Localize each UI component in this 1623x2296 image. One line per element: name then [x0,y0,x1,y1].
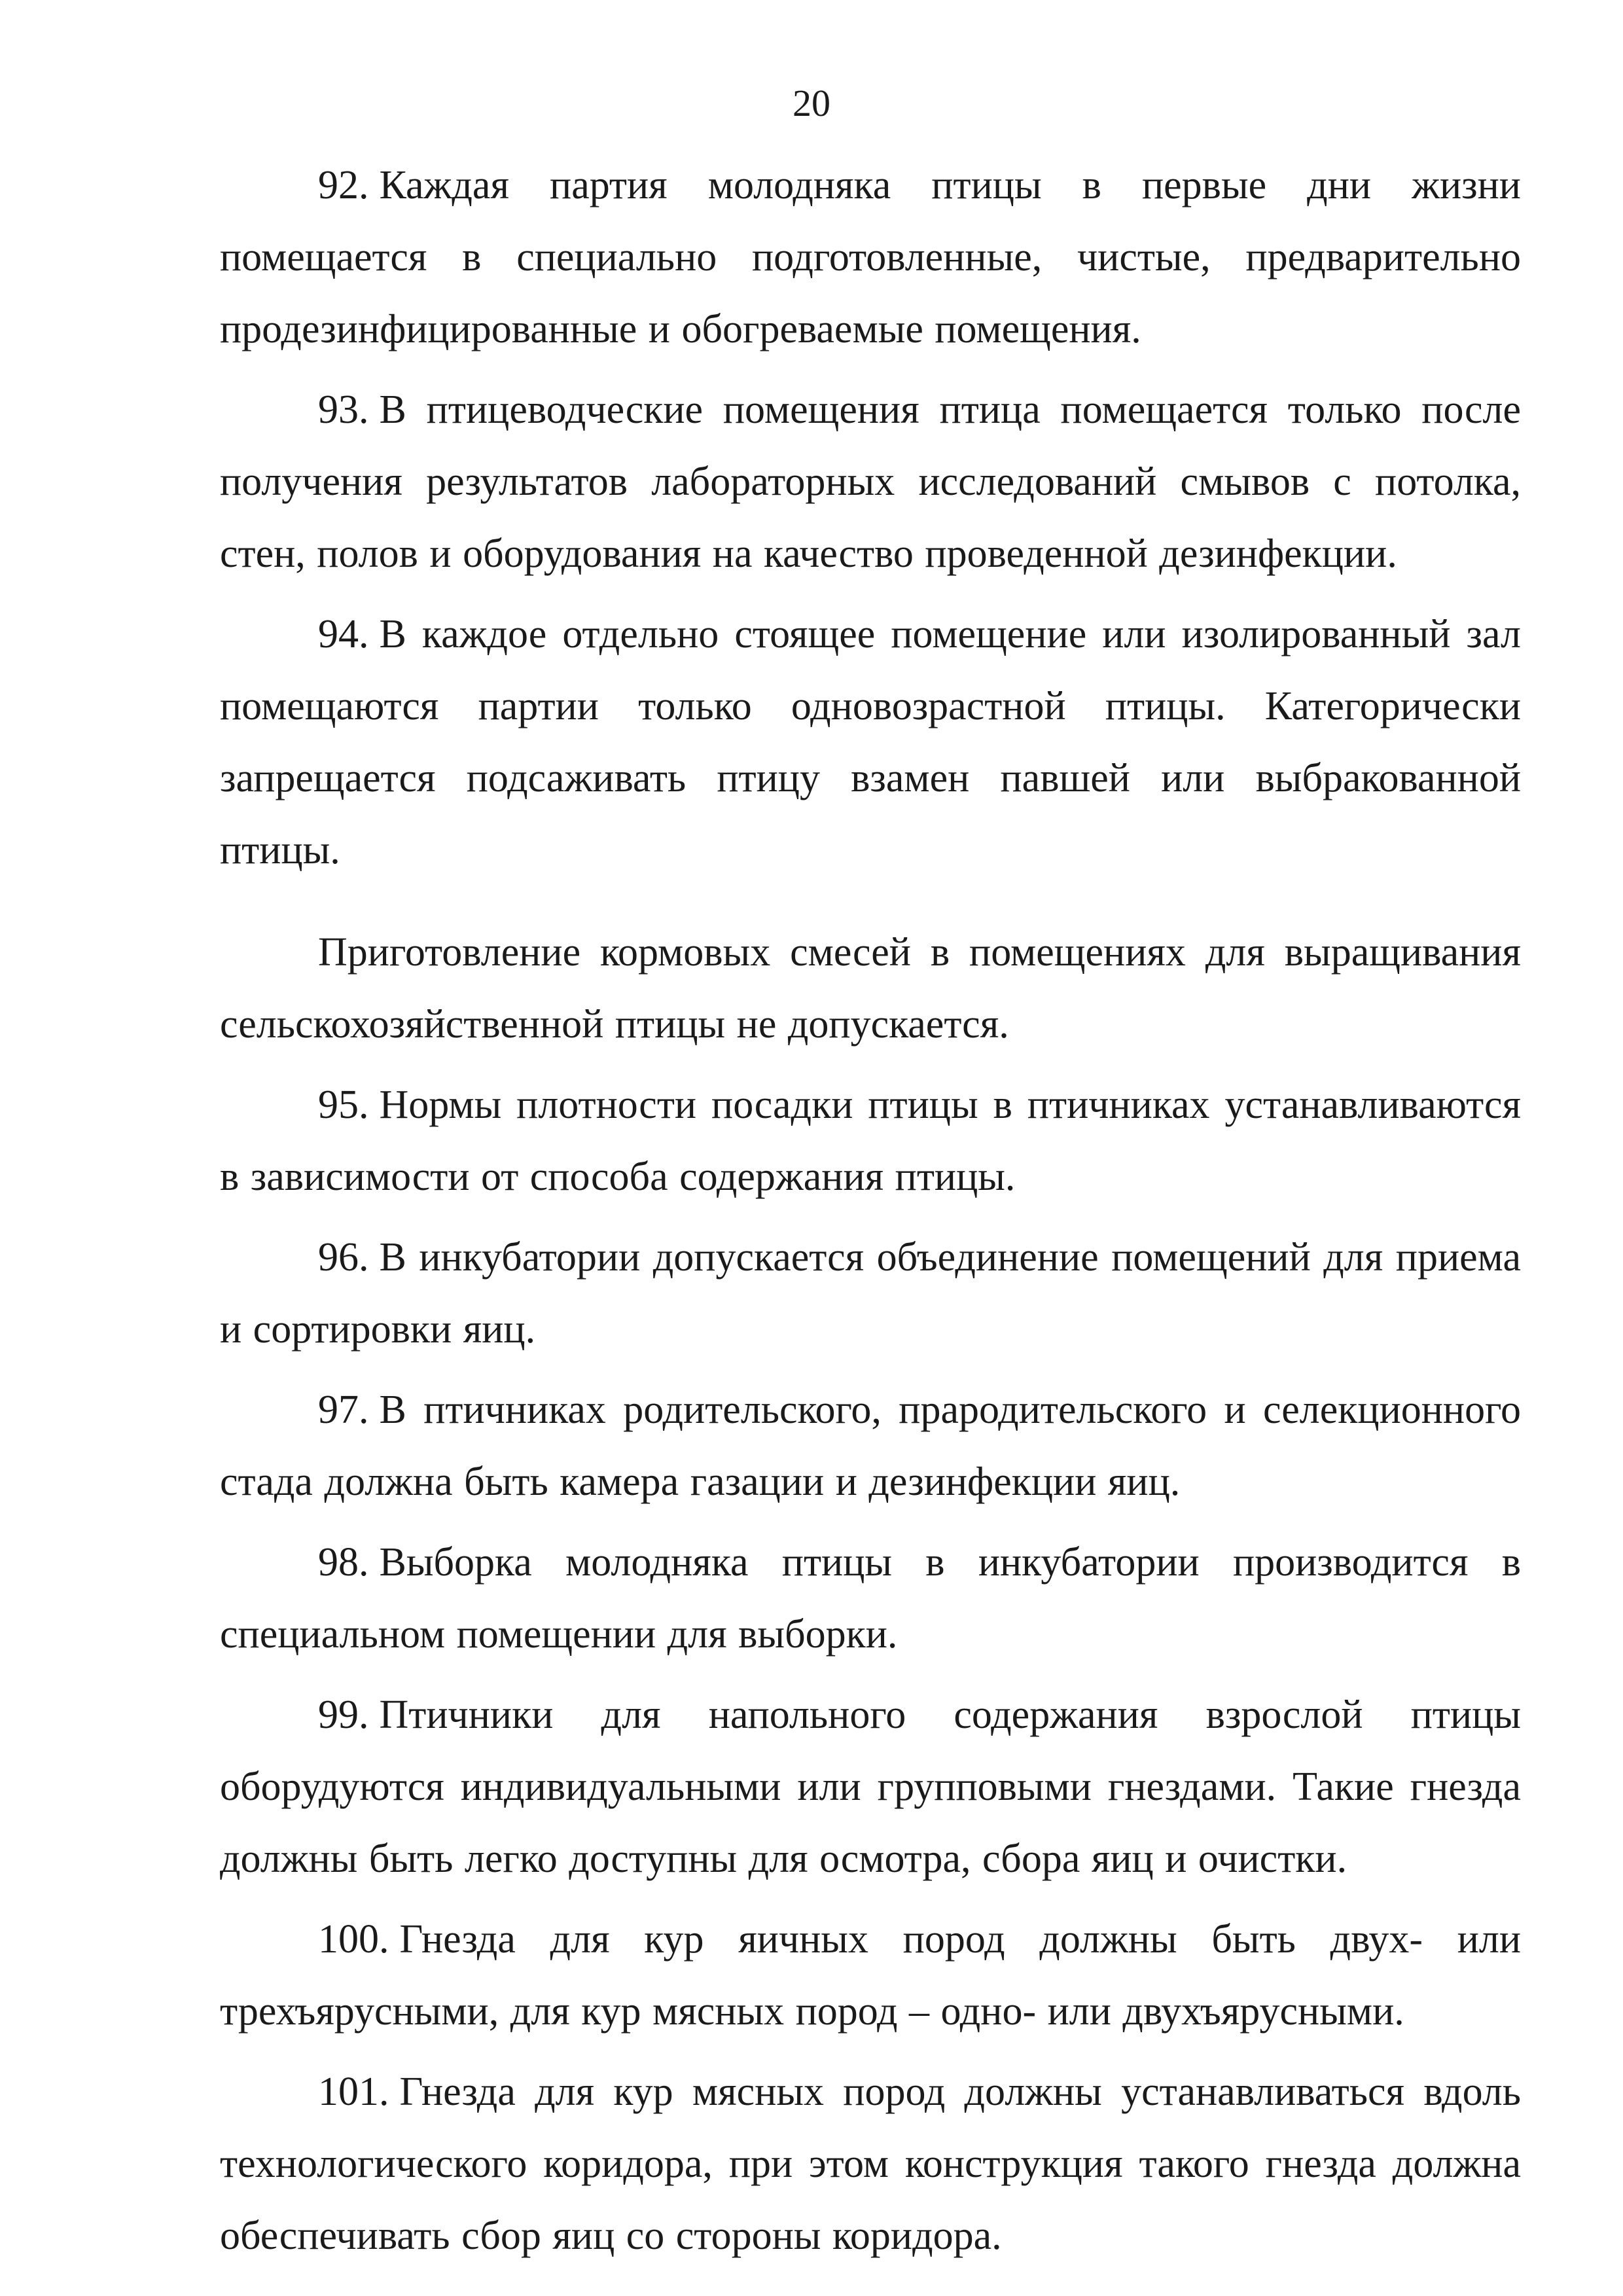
paragraph-number: 94. [318,612,369,656]
paragraph-text: Приготовление кормовых смесей в помещениях для выращивания сельскохозяйственной птицы не допускается. [220,930,1521,1047]
paragraph-number: 93. [318,387,369,432]
paragraph-number: 92. [318,163,369,207]
paragraph-101 [220,2056,1521,2272]
paragraph-number: 100. [318,1917,389,1962]
paragraph-text: В птицеводческие помещения птица помещается только после получения результатов лабораторных исследований смывов с потолка, стен, полов и оборудования на качество проведенной дезинфекции. [220,387,1521,576]
paragraph-number: 98. [318,1540,369,1585]
paragraph-text: Каждая партия молодняка птицы в первые дни жизни помещается в специально подготовленные, чистые, предварительно продезинфицированные и обогреваемые помещения. [220,163,1521,351]
paragraph-text: В птичниках родительского, прародительского и селекционного стада должна быть камера газации и дезинфекции яиц. [220,1388,1521,1504]
paragraph-96 [220,1221,1521,1365]
paragraph-text: Нормы плотности посадки птицы в птичниках устанавливаются в зависимости от способа содержания птицы. [220,1083,1521,1199]
paragraph-number: 97. [318,1388,369,1432]
paragraph-number: 99. [318,1693,369,1737]
paragraph-text: Птичники для напольного содержания взрослой птицы оборудуются индивидуальными или групповыми гнездами. Такие гнезда должны быть легко доступны для осмотра, сбора яиц и очистки. [220,1693,1521,1881]
paragraph-feed-mixtures [220,916,1521,1060]
paragraph-98 [220,1526,1521,1670]
page-number: 20 [793,82,830,124]
paragraph-93 [220,374,1521,590]
paragraph-text: В инкубатории допускается объединение помещений для приема и сортировки яиц. [220,1235,1521,1352]
paragraph-number: 95. [318,1083,369,1127]
paragraph-text: Выборка молодняка птицы в инкубатории производится в специальном помещении для выборки. [220,1540,1521,1657]
paragraph-text: Гнезда для кур яичных пород должны быть двух- или трехъярусными, для кур мясных пород – одно- или двухъярусными. [220,1917,1521,2034]
document-body [220,149,1521,2280]
paragraph-100 [220,1903,1521,2047]
paragraph-text: Гнезда для кур мясных пород должны устанавливаться вдоль технологического коридора, при этом конструкция такого гнезда должна обеспечивать сбор яиц со стороны коридора. [220,2070,1521,2258]
paragraph-97 [220,1374,1521,1518]
paragraph-text: В каждое отдельно стоящее помещение или изолированный зал помещаются партии только одновозрастной птицы. Категорически запрещается подсаживать птицу взамен павшей или выбракованной птицы. [220,612,1521,872]
paragraph-94 [220,598,1521,886]
paragraph-95 [220,1069,1521,1213]
paragraph-92 [220,149,1521,365]
paragraph-99 [220,1679,1521,1895]
paragraph-number: 96. [318,1235,369,1280]
paragraph-number: 101. [318,2070,389,2114]
